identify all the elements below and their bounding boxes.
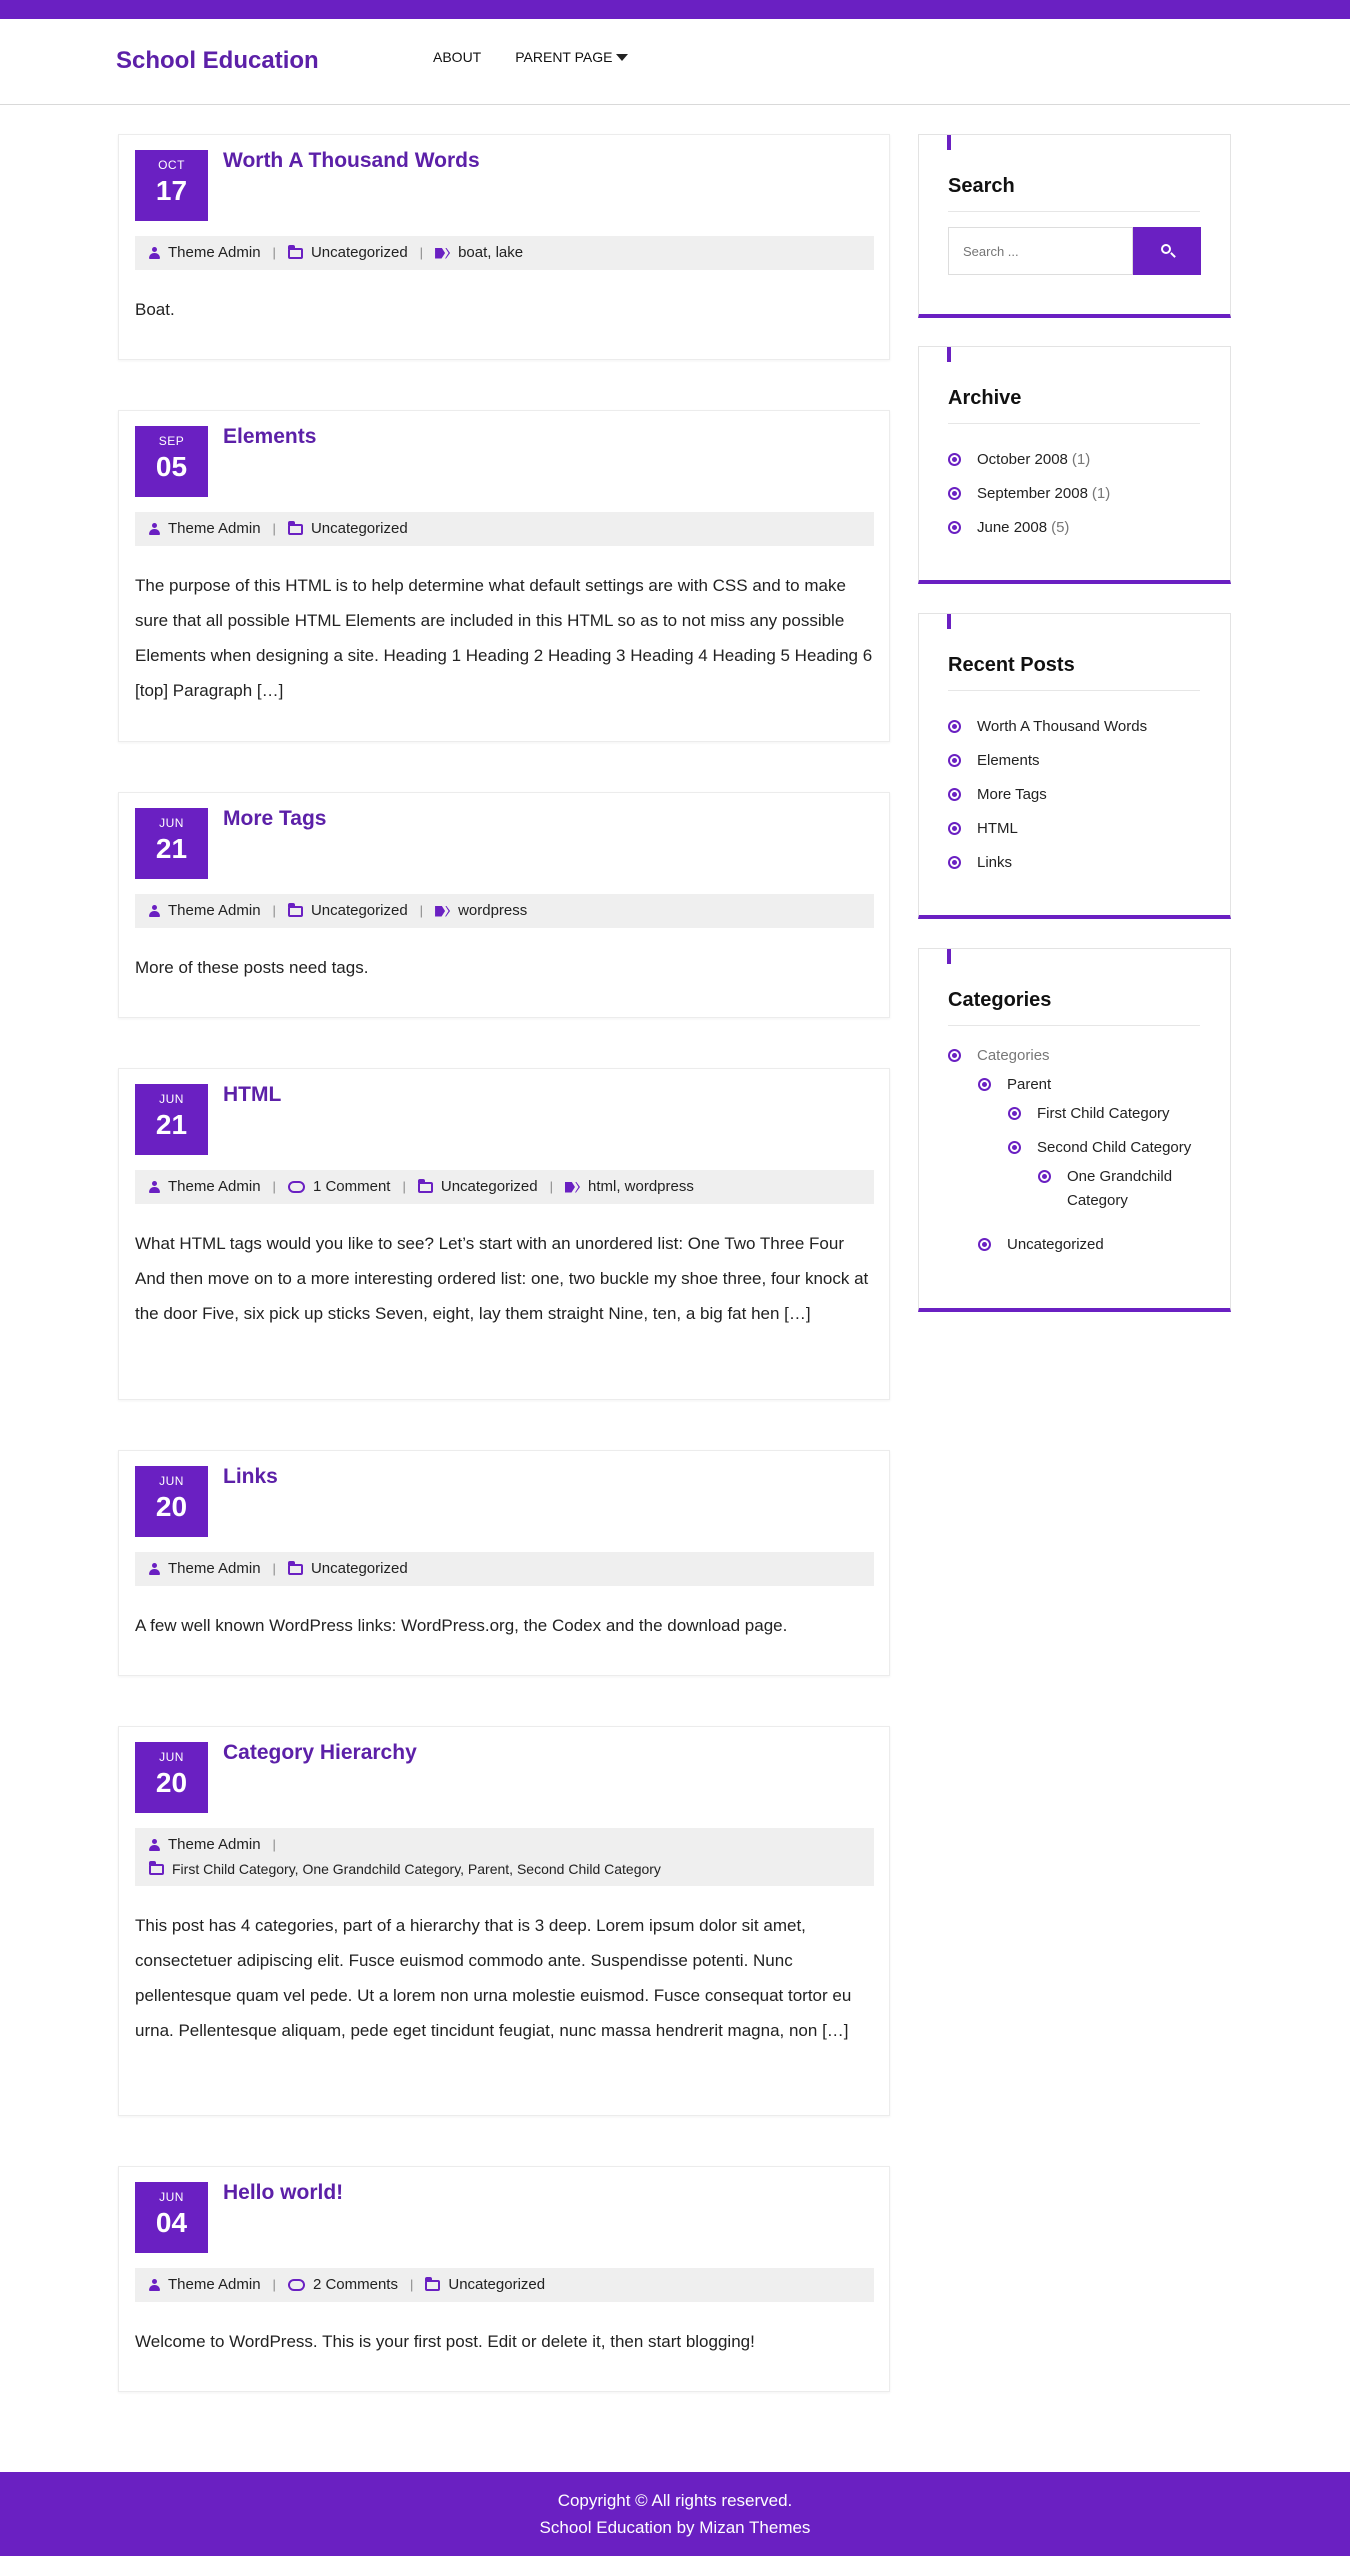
post-card (118, 1068, 890, 1400)
date-badge (135, 808, 208, 879)
author-name: Theme Admin (168, 1836, 261, 1853)
recent-post-label: More Tags (977, 785, 1047, 803)
site-header (0, 19, 1350, 105)
author-name: Theme Admin (168, 2276, 261, 2293)
folder-icon (418, 1182, 433, 1193)
post-card (118, 2166, 890, 2392)
tags-icon (435, 248, 450, 259)
widget-accent (947, 949, 951, 964)
post-meta (135, 1828, 874, 1886)
search-icon (1161, 244, 1171, 254)
archive-label: October 2008 (977, 450, 1068, 468)
date-day: 20 (155, 1491, 188, 1522)
tags-link[interactable] (565, 1178, 694, 1196)
recent-post-label: HTML (977, 819, 1018, 837)
category-item-first-child[interactable] (1008, 1102, 1170, 1126)
user-icon (149, 1181, 160, 1193)
archive-count: (1) (1071, 450, 1091, 468)
search-widget (918, 134, 1231, 318)
post-excerpt: Boat. (135, 300, 175, 319)
folder-icon (425, 2280, 440, 2291)
tags-text: wordpress (458, 902, 528, 919)
date-day: 21 (155, 833, 188, 864)
author-link[interactable] (149, 1836, 261, 1854)
author-name: Theme Admin (168, 1560, 261, 1577)
caret-down-icon (616, 54, 628, 61)
recent-post-item[interactable] (948, 743, 1200, 777)
bullet-icon (978, 1078, 991, 1091)
category-label: Uncategorized (1007, 1236, 1104, 1253)
top-accent-bar (0, 0, 1350, 19)
tags-text: boat, lake (458, 244, 524, 261)
category-link[interactable] (288, 1560, 408, 1578)
archive-list (948, 442, 1200, 544)
date-badge (135, 150, 208, 221)
date-month: OCT (158, 158, 185, 172)
tags-text: html, wordpress (587, 1178, 694, 1195)
search-button[interactable] (1133, 227, 1201, 275)
bullet-icon (948, 521, 961, 534)
comments-count: 2 Comments (312, 2276, 398, 2293)
date-month: SEP (158, 434, 185, 448)
categories-widget (918, 948, 1231, 1312)
author-link[interactable] (149, 520, 261, 538)
author-name: Theme Admin (168, 244, 261, 261)
bullet-icon (948, 453, 961, 466)
category-label: First Child Category (1037, 1105, 1170, 1122)
recent-post-item[interactable] (948, 845, 1200, 879)
post-excerpt: The purpose of this HTML is to help determine what default settings are with CSS and to make sure that all possible HTML Elements are included in this HTML so as to not miss any possible Elements when designing a site. Heading 1 Heading 2 Heading 3 Heading 4 Heading 5 Heading 6 [top] Paragraph […] (135, 576, 873, 700)
bullet-icon (948, 822, 961, 835)
category-item-second-child[interactable] (1008, 1136, 1191, 1160)
widget-divider (948, 690, 1200, 691)
category-link[interactable] (418, 1178, 538, 1196)
author-link[interactable] (149, 1560, 261, 1578)
user-icon (149, 247, 160, 259)
author-link[interactable] (149, 2276, 261, 2294)
date-badge (135, 1084, 208, 1155)
widget-divider (948, 1025, 1200, 1026)
date-month: JUN (159, 1092, 184, 1106)
post-title[interactable]: Category Hierarchy (223, 1741, 417, 1764)
meta-separator: | (272, 903, 276, 918)
nav-item-about[interactable] (433, 49, 481, 65)
post-title[interactable]: Links (223, 1465, 278, 1488)
archive-count: (5) (1051, 518, 1070, 536)
post-card (118, 410, 890, 742)
folder-icon (288, 906, 303, 917)
comments-count: 1 Comment (312, 1178, 391, 1195)
recent-post-item[interactable] (948, 811, 1200, 845)
archive-label: June 2008 (977, 518, 1048, 536)
category-name: Uncategorized (448, 2276, 546, 2293)
author-name: Theme Admin (168, 520, 261, 537)
meta-separator: | (272, 1561, 276, 1576)
meta-separator: | (272, 521, 276, 536)
meta-separator: | (272, 2277, 276, 2292)
author-name: Theme Admin (168, 902, 261, 919)
bullet-icon (1008, 1141, 1021, 1154)
category-link[interactable] (288, 244, 408, 262)
nav-item-label: PARENT PAGE (515, 49, 613, 65)
date-badge (135, 1742, 208, 1813)
bullet-icon (948, 487, 961, 500)
nav-item-parent-page[interactable] (515, 49, 628, 65)
date-day: 21 (155, 1109, 188, 1140)
post-meta (135, 236, 874, 270)
folder-icon (288, 1564, 303, 1575)
post-excerpt: Welcome to WordPress. This is your first post. Edit or delete it, then start blogging! (135, 2332, 755, 2351)
post-title[interactable]: HTML (223, 1083, 282, 1106)
bullet-icon (948, 856, 961, 869)
meta-separator: | (419, 245, 424, 260)
meta-separator: | (272, 245, 276, 260)
post-card (118, 1450, 890, 1676)
meta-separator: | (549, 1179, 553, 1194)
category-link[interactable] (425, 2276, 545, 2294)
meta-separator: | (272, 1837, 276, 1852)
nav-item-label: ABOUT (433, 49, 482, 65)
site-footer (0, 2472, 1350, 2556)
recent-posts-list (948, 709, 1200, 879)
post-card (118, 1726, 890, 2116)
tags-link[interactable] (435, 244, 523, 262)
bullet-icon (948, 788, 961, 801)
comments-link[interactable] (288, 1178, 391, 1196)
category-link[interactable] (288, 520, 408, 538)
date-day: 04 (155, 2207, 188, 2238)
archive-widget (918, 346, 1231, 584)
post-excerpt: This post has 4 categories, part of a hierarchy that is 3 deep. Lorem ipsum dolor sit amet, consectetuer adipiscing elit. Fusce euismod commodo ante. Suspendisse potenti. Nunc pellentesque quam vel pede. Ut a lorem non urna molestie euismod. Fusce consequat tortor eu urna. Pellentesque aliquam, pede eget tincidunt feugiat, nunc massa hendrerit magna, non […] (135, 1916, 852, 2040)
recent-post-label: Links (977, 853, 1013, 871)
category-item-uncategorized[interactable] (978, 1233, 1104, 1257)
bullet-icon (948, 720, 961, 733)
category-name: First Child Category, One Grandchild Category, Parent, Second Child Category (172, 1861, 661, 1877)
category-link[interactable] (149, 1860, 661, 1878)
folder-icon (288, 524, 303, 535)
category-label: Second Child Category (1037, 1139, 1192, 1156)
folder-icon (288, 248, 303, 259)
widget-title: Search (948, 175, 1015, 197)
category-name: Uncategorized (440, 1178, 538, 1195)
date-badge (135, 2182, 208, 2253)
meta-separator: | (419, 903, 424, 918)
meta-separator: | (409, 2277, 414, 2292)
comments-link[interactable] (288, 2276, 398, 2294)
bullet-icon (948, 754, 961, 767)
date-day: 20 (155, 1767, 188, 1798)
category-name: Uncategorized (310, 244, 408, 261)
post-excerpt: What HTML tags would you like to see? Let’s start with an unordered list: One Two Three Four And then move on to a more interesting ordered list: one, two buckle my shoe three, four knock at the door Five, six pick up sticks Seven, eight, lay them straight Nine, ten, a big fat hen […] (135, 1234, 869, 1323)
folder-icon (149, 1864, 164, 1875)
category-name: Uncategorized (310, 1560, 408, 1577)
widget-accent (947, 614, 951, 629)
category-label: Categories (977, 1047, 1050, 1064)
post-meta (135, 2268, 874, 2302)
widget-accent (947, 347, 951, 362)
date-badge (135, 426, 208, 497)
post-excerpt: A few well known WordPress links: WordPress.org, the Codex and the download page. (135, 1616, 788, 1635)
archive-item[interactable] (948, 442, 1200, 476)
author-name: Theme Admin (168, 1178, 261, 1195)
post-card (118, 134, 890, 360)
archive-item[interactable] (948, 510, 1200, 544)
category-label: Parent (1007, 1076, 1052, 1093)
category-name: Uncategorized (310, 902, 408, 919)
category-label: One Grandchild Category (1067, 1168, 1173, 1209)
date-month: JUN (159, 2190, 184, 2204)
main-nav (433, 49, 662, 65)
category-link[interactable] (288, 902, 408, 920)
site-title[interactable]: School Education (116, 47, 319, 74)
bullet-icon (948, 1049, 961, 1062)
widget-title: Archive (948, 387, 1022, 409)
recent-post-label: Worth A Thousand Words (977, 717, 1148, 735)
widget-title: Categories (948, 989, 1052, 1011)
user-icon (149, 523, 160, 535)
post-title[interactable]: Worth A Thousand Words (223, 149, 480, 172)
post-excerpt: More of these posts need tags. (135, 958, 369, 977)
tags-icon (565, 1182, 580, 1193)
recent-posts-widget (918, 613, 1231, 919)
author-link[interactable] (149, 1178, 261, 1196)
search-input[interactable] (948, 227, 1133, 275)
widget-divider (948, 423, 1200, 424)
archive-count: (1) (1091, 484, 1111, 502)
category-item-parent[interactable] (978, 1073, 1051, 1097)
date-day: 05 (155, 451, 188, 482)
footer-copyright: Copyright © All rights reserved. (557, 2491, 793, 2510)
archive-label: September 2008 (977, 484, 1088, 502)
recent-post-item[interactable] (948, 709, 1200, 743)
comment-icon (288, 2279, 305, 2291)
date-day: 17 (155, 175, 188, 206)
author-link[interactable] (149, 244, 261, 262)
post-meta (135, 894, 874, 928)
widget-accent (947, 135, 951, 150)
bullet-icon (1038, 1170, 1051, 1183)
user-icon (149, 905, 160, 917)
post-meta (135, 1170, 874, 1204)
footer-credit[interactable]: School Education by Mizan Themes (539, 2518, 811, 2537)
date-month: JUN (159, 816, 184, 830)
tags-icon (435, 906, 450, 917)
bullet-icon (1008, 1107, 1021, 1120)
meta-separator: | (402, 1179, 406, 1194)
meta-separator: | (272, 1179, 276, 1194)
category-item-root[interactable] (948, 1044, 1050, 1068)
post-meta (135, 512, 874, 546)
category-name: Uncategorized (310, 520, 408, 537)
widget-divider (948, 211, 1200, 212)
category-item-grandchild[interactable] (1038, 1165, 1188, 1213)
tags-link[interactable] (435, 902, 527, 920)
post-title[interactable]: Hello world! (223, 2181, 344, 2204)
post-meta (135, 1552, 874, 1586)
recent-post-item[interactable] (948, 777, 1200, 811)
post-title[interactable]: Elements (223, 425, 317, 448)
widget-title: Recent Posts (948, 654, 1075, 676)
post-card (118, 792, 890, 1018)
user-icon (149, 2279, 160, 2291)
user-icon (149, 1839, 160, 1851)
archive-item[interactable] (948, 476, 1200, 510)
date-month: JUN (159, 1474, 184, 1488)
date-badge (135, 1466, 208, 1537)
post-title[interactable]: More Tags (223, 807, 327, 830)
recent-post-label: Elements (977, 751, 1040, 769)
date-month: JUN (159, 1750, 184, 1764)
bullet-icon (978, 1238, 991, 1251)
user-icon (149, 1563, 160, 1575)
author-link[interactable] (149, 902, 261, 920)
comment-icon (288, 1181, 305, 1193)
